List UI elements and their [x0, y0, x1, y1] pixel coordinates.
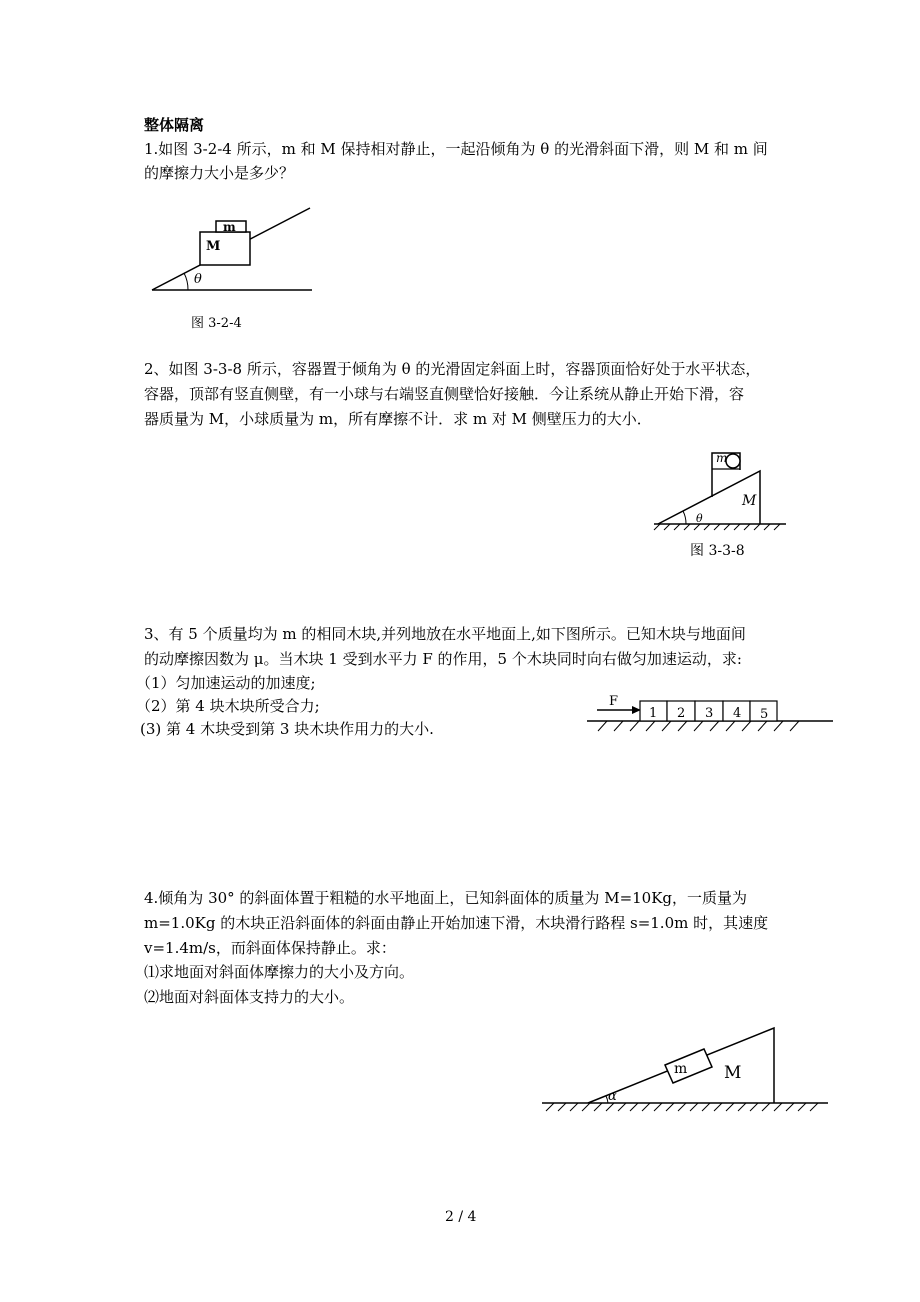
q3-text-line2: 的动摩擦因数为 μ。当木块 1 受到水平力 F 的作用，5 个木块同时向右做匀加速运动，求: [144, 650, 742, 668]
q4-text-line2: m=1.0Kg 的木块正沿斜面体的斜面由静止开始加速下滑，木块滑行路程 s=1.0m 时，其速度 [144, 914, 769, 932]
q3-label-F: F [609, 694, 619, 709]
q3-item-1: （1）匀加速运动的加速度; [136, 674, 316, 692]
q2-angle-arc [683, 511, 686, 524]
q2-label-theta: θ [696, 512, 703, 525]
q1-label-theta: θ [194, 272, 202, 287]
q1-label-m: m [223, 220, 236, 234]
q3-ground-hatch [598, 721, 799, 731]
q4-item-2: ⑵地面对斜面体支持力的大小。 [144, 988, 355, 1006]
section-title: 整体隔离 [144, 116, 205, 134]
q4-text-line1: 4.倾角为 30° 的斜面体置于粗糙的水平地面上，已知斜面体的质量为 M=10Kg，一质量为 [144, 889, 748, 907]
q2-text-line3: 器质量为 M，小球质量为 m，所有摩擦不计．求 m 对 M 侧壁压力的大小． [144, 410, 652, 428]
q4-block-m [665, 1049, 712, 1083]
q1-text-line2: 的摩擦力大小是多少？ [144, 164, 295, 182]
q2-ground-hatch [654, 524, 780, 530]
q3-text-line1: 3、有 5 个质量均为 m 的相同木块,并列地放在水平地面上,如下图所示。已知木块与地面间 [144, 625, 746, 643]
q3-item-2: （2）第 4 块木块所受合力; [136, 697, 320, 715]
q2-caption: 图 3-3-8 [690, 543, 745, 559]
page-number: 2 / 4 [445, 1209, 477, 1225]
q3-figure [585, 690, 835, 735]
q4-text-line3: v=1.4m/s，而斜面体保持静止。求： [144, 939, 396, 957]
q1-label-M: M [206, 239, 221, 254]
q4-label-M: M [724, 1063, 742, 1083]
q1-caption: 图 3-2-4 [191, 316, 242, 331]
q2-figure [650, 445, 790, 535]
q4-figure [540, 1025, 830, 1140]
q3-block-label-3: 3 [705, 706, 714, 721]
q4-ground-hatch [546, 1103, 818, 1111]
q1-text-line1: 1.如图 3-2-4 所示，m 和 M 保持相对静止，一起沿倾角为 θ 的光滑斜面下滑，则 M 和 m 间 [144, 140, 768, 158]
q2-label-M: M [742, 493, 757, 509]
q3-block-label-5: 5 [760, 707, 769, 722]
q4-label-m: m [674, 1061, 688, 1077]
q3-block-label-4: 4 [733, 706, 742, 721]
q2-label-m: m [716, 451, 728, 465]
q3-item-3: (3) 第 4 木块受到第 3 块木块作用力的大小. [140, 720, 434, 738]
q3-block-label-2: 2 [677, 706, 686, 721]
q2-text-line2: 容器，顶部有竖直侧壁，有一小球与右端竖直侧壁恰好接触．今让系统从静止开始下滑，容 [144, 385, 745, 403]
q4-label-alpha: α [608, 1089, 617, 1104]
q2-ball [726, 454, 740, 468]
q1-angle-arc [184, 273, 188, 290]
q3-block-label-1: 1 [649, 706, 658, 721]
q1-figure [150, 205, 315, 300]
q2-text-line1: 2、如图 3-3-8 所示，容器置于倾角为 θ 的光滑固定斜面上时，容器顶面恰好处于水平状态， [144, 360, 761, 378]
q4-item-1: ⑴求地面对斜面体摩擦力的大小及方向。 [144, 963, 415, 981]
